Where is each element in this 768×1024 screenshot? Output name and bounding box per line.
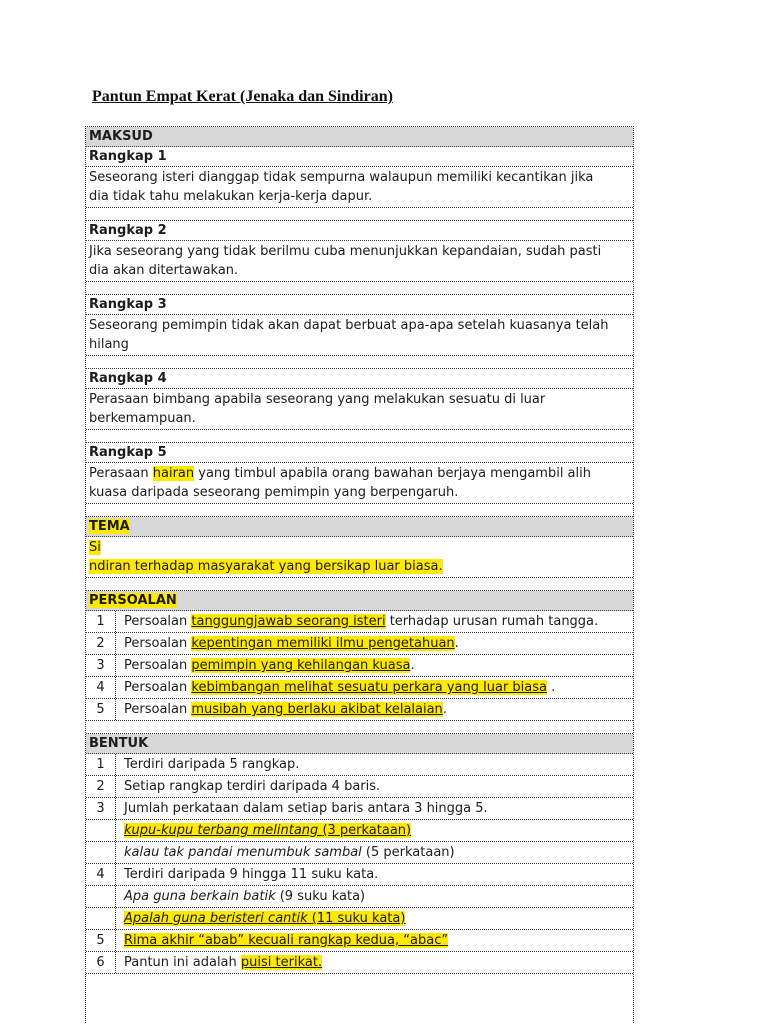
text-line [89, 148, 630, 165]
text-line [124, 777, 630, 796]
spacer-row [86, 356, 633, 369]
text-segment: Perasaan [89, 466, 153, 481]
persoalan-item-1 [86, 611, 633, 633]
text-line [89, 444, 630, 461]
text-line [89, 242, 630, 261]
row-number [86, 886, 116, 907]
text-line [124, 931, 630, 950]
row-content [86, 517, 633, 536]
tema-text [86, 537, 633, 578]
row-content [116, 677, 633, 698]
rangkap-2-header [86, 221, 633, 241]
row-content [86, 591, 633, 610]
highlighted-text-segment: kupu-kupu terbang melintang [124, 823, 323, 838]
spacer-row [86, 208, 633, 221]
row-number: 6 [86, 952, 116, 973]
row-content [116, 633, 633, 654]
text-segment: dia akan ditertawakan. [89, 263, 239, 278]
text-segment: Setiap rangkap terdiri daripada 4 baris. [124, 779, 381, 794]
bentuk-item-3-example-1 [86, 820, 633, 842]
text-segment: Rangkap 3 [89, 297, 167, 312]
bentuk-item-6 [86, 952, 633, 974]
row-content [116, 776, 633, 797]
tema-header [86, 517, 633, 537]
text-line [124, 909, 630, 928]
text-segment: Rangkap 1 [89, 149, 167, 164]
row-content [86, 221, 633, 240]
text-segment: Seseorang pemimpin tidak akan dapat berbuat apa-apa setelah kuasanya telah [89, 318, 609, 333]
bentuk-item-4-example-2 [86, 908, 633, 930]
text-line [89, 296, 630, 313]
row-content [86, 241, 633, 281]
rangkap-5-header [86, 443, 633, 463]
text-segment: Terdiri daripada 5 rangkap. [124, 757, 300, 772]
persoalan-item-4 [86, 677, 633, 699]
spacer-row [86, 578, 633, 591]
highlighted-text-segment: ndiran terhadap masyarakat yang bersikap luar biasa. [89, 559, 443, 574]
text-segment: Perasaan bimbang apabila seseorang yang melakukan sesuatu di luar [89, 392, 546, 407]
row-content [86, 127, 633, 146]
text-line [89, 316, 630, 335]
rangkap-4-header [86, 369, 633, 389]
text-segment: Rangkap 5 [89, 445, 167, 460]
row-content [116, 754, 633, 775]
highlighted-text-segment: kebimbangan melihat sesuatu perkara yang luar biasa [191, 680, 548, 695]
row-content [116, 908, 633, 929]
row-number: 1 [86, 754, 116, 775]
text-segment: Terdiri daripada 9 hingga 11 suku kata. [124, 867, 379, 882]
row-number: 3 [86, 655, 116, 676]
highlighted-text-segment: PERSOALAN [89, 593, 177, 608]
text-segment: Persoalan [124, 614, 192, 629]
text-line [124, 865, 630, 884]
text-line [89, 222, 630, 239]
persoalan-item-3 [86, 655, 633, 677]
highlighted-text-segment: TEMA [89, 519, 130, 534]
persoalan-header [86, 591, 633, 611]
text-line [124, 700, 630, 719]
text-line [89, 538, 630, 557]
text-segment: hilang [89, 337, 129, 352]
rangkap-2-text [86, 241, 633, 282]
text-segment: Persoalan [124, 680, 192, 695]
bentuk-item-5 [86, 930, 633, 952]
highlighted-text-segment: Rima akhir “abab” kecuali rangkap kedua, “abac” [124, 933, 449, 948]
highlighted-text-segment: kepentingan memiliki ilmu pengetahuan [191, 636, 455, 651]
row-number: 2 [86, 776, 116, 797]
text-line [89, 335, 630, 354]
highlighted-text-segment: tanggungjawab seorang isteri [191, 614, 386, 629]
text-segment: yang timbul apabila orang bawahan berjaya mengambil alih [194, 466, 591, 481]
document-title: Pantun Empat Kerat (Jenaka dan Sindiran) [92, 88, 393, 105]
highlighted-text-segment: (11 suku kata) [311, 911, 406, 926]
bentuk-item-3-example-2 [86, 842, 633, 864]
text-segment: Seseorang isteri dianggap tidak sempurna walaupun memiliki kecantikan jika [89, 170, 594, 185]
text-line [89, 464, 630, 483]
text-segment: . [454, 636, 459, 651]
text-line [124, 887, 630, 906]
text-segment: . [547, 680, 556, 695]
text-line [124, 656, 630, 675]
document-table [85, 126, 634, 1024]
rangkap-1-header [86, 147, 633, 167]
text-segment: berkemampuan. [89, 411, 196, 426]
row-content [116, 820, 633, 841]
row-content [86, 147, 633, 166]
text-line [124, 634, 630, 653]
text-line [124, 755, 630, 774]
row-content [116, 699, 633, 720]
text-segment: (9 suku kata) [279, 889, 366, 904]
text-line [89, 483, 630, 502]
text-segment: Jika seseorang yang tidak berilmu cuba menunjukkan kepandaian, sudah pasti [89, 244, 602, 259]
text-line [124, 821, 630, 840]
text-segment: Rangkap 4 [89, 371, 167, 386]
text-line [89, 370, 630, 387]
text-segment: Pantun ini adalah [124, 955, 241, 970]
highlighted-text-segment: hairan [152, 466, 195, 481]
row-number [86, 820, 116, 841]
text-segment: dia tidak tahu melakukan kerja-kerja dapur. [89, 189, 373, 204]
rangkap-3-header [86, 295, 633, 315]
text-line [124, 612, 630, 631]
text-line [124, 678, 630, 697]
text-segment: MAKSUD [89, 129, 153, 144]
row-content [116, 611, 633, 632]
text-segment: BENTUK [89, 736, 149, 751]
spacer-row [86, 282, 633, 295]
text-line [124, 843, 630, 862]
text-segment: kuasa daripada seseorang pemimpin yang berpengaruh. [89, 485, 459, 500]
row-number: 5 [86, 699, 116, 720]
row-number [86, 842, 116, 863]
text-segment: Persoalan [124, 636, 192, 651]
spacer-row [86, 430, 633, 443]
rangkap-5-text [86, 463, 633, 504]
text-segment: Apa guna berkain batik [124, 889, 280, 904]
text-line [89, 592, 630, 609]
bentuk-item-3 [86, 798, 633, 820]
bentuk-header [86, 734, 633, 754]
row-content [86, 537, 633, 577]
bentuk-item-2 [86, 776, 633, 798]
text-segment: kalau tak pandai menumbuk sambal [124, 845, 366, 860]
text-line [89, 187, 630, 206]
row-content [116, 930, 633, 951]
text-line [89, 168, 630, 187]
row-number: 3 [86, 798, 116, 819]
text-segment: Persoalan [124, 658, 192, 673]
text-line [89, 128, 630, 145]
row-content [86, 295, 633, 314]
spacer-row [86, 504, 633, 517]
row-content [116, 798, 633, 819]
highlighted-text-segment: musibah yang berlaku akibat kelalaian [191, 702, 443, 717]
row-content [116, 842, 633, 863]
persoalan-item-5 [86, 699, 633, 721]
row-content [116, 655, 633, 676]
row-number: 4 [86, 864, 116, 885]
text-line [124, 799, 630, 818]
text-line [89, 261, 630, 280]
text-line [89, 390, 630, 409]
text-segment: Jumlah perkataan dalam setiap baris antara 3 hingga 5. [124, 801, 488, 816]
bentuk-item-1 [86, 754, 633, 776]
row-content [86, 443, 633, 462]
bentuk-item-4-example-1 [86, 886, 633, 908]
row-content [116, 864, 633, 885]
row-content [86, 389, 633, 429]
row-content [86, 315, 633, 355]
text-line [89, 518, 630, 535]
maksud-header [86, 127, 633, 147]
spacer-row [86, 721, 633, 734]
row-content [86, 167, 633, 207]
row-content [116, 886, 633, 907]
highlighted-text-segment: Si [89, 540, 101, 555]
text-line [89, 557, 630, 576]
highlighted-text-segment: puisi terikat. [240, 955, 323, 970]
row-content [86, 369, 633, 388]
persoalan-item-2 [86, 633, 633, 655]
empty-bottom-row [86, 974, 633, 1024]
row-number: 5 [86, 930, 116, 951]
highlighted-text-segment: pemimpin yang kehilangan kuasa [191, 658, 411, 673]
row-number [86, 908, 116, 929]
highlighted-text-segment: (3 perkataan) [322, 823, 412, 838]
text-segment: . [410, 658, 415, 673]
row-number: 2 [86, 633, 116, 654]
row-content [86, 734, 633, 753]
text-segment: (5 perkataan) [365, 845, 455, 860]
row-number: 4 [86, 677, 116, 698]
rangkap-1-text [86, 167, 633, 208]
rangkap-3-text [86, 315, 633, 356]
row-content [86, 463, 633, 503]
text-segment: terhadap urusan rumah tangga. [385, 614, 599, 629]
highlighted-text-segment: Apalah guna beristeri cantik [124, 911, 312, 926]
row-content [116, 952, 633, 973]
text-segment: . [442, 702, 447, 717]
text-segment: Rangkap 2 [89, 223, 167, 238]
text-segment: Persoalan [124, 702, 192, 717]
text-line [89, 735, 630, 752]
text-line [124, 953, 630, 972]
rangkap-4-text [86, 389, 633, 430]
bentuk-item-4 [86, 864, 633, 886]
row-number: 1 [86, 611, 116, 632]
text-line [89, 409, 630, 428]
